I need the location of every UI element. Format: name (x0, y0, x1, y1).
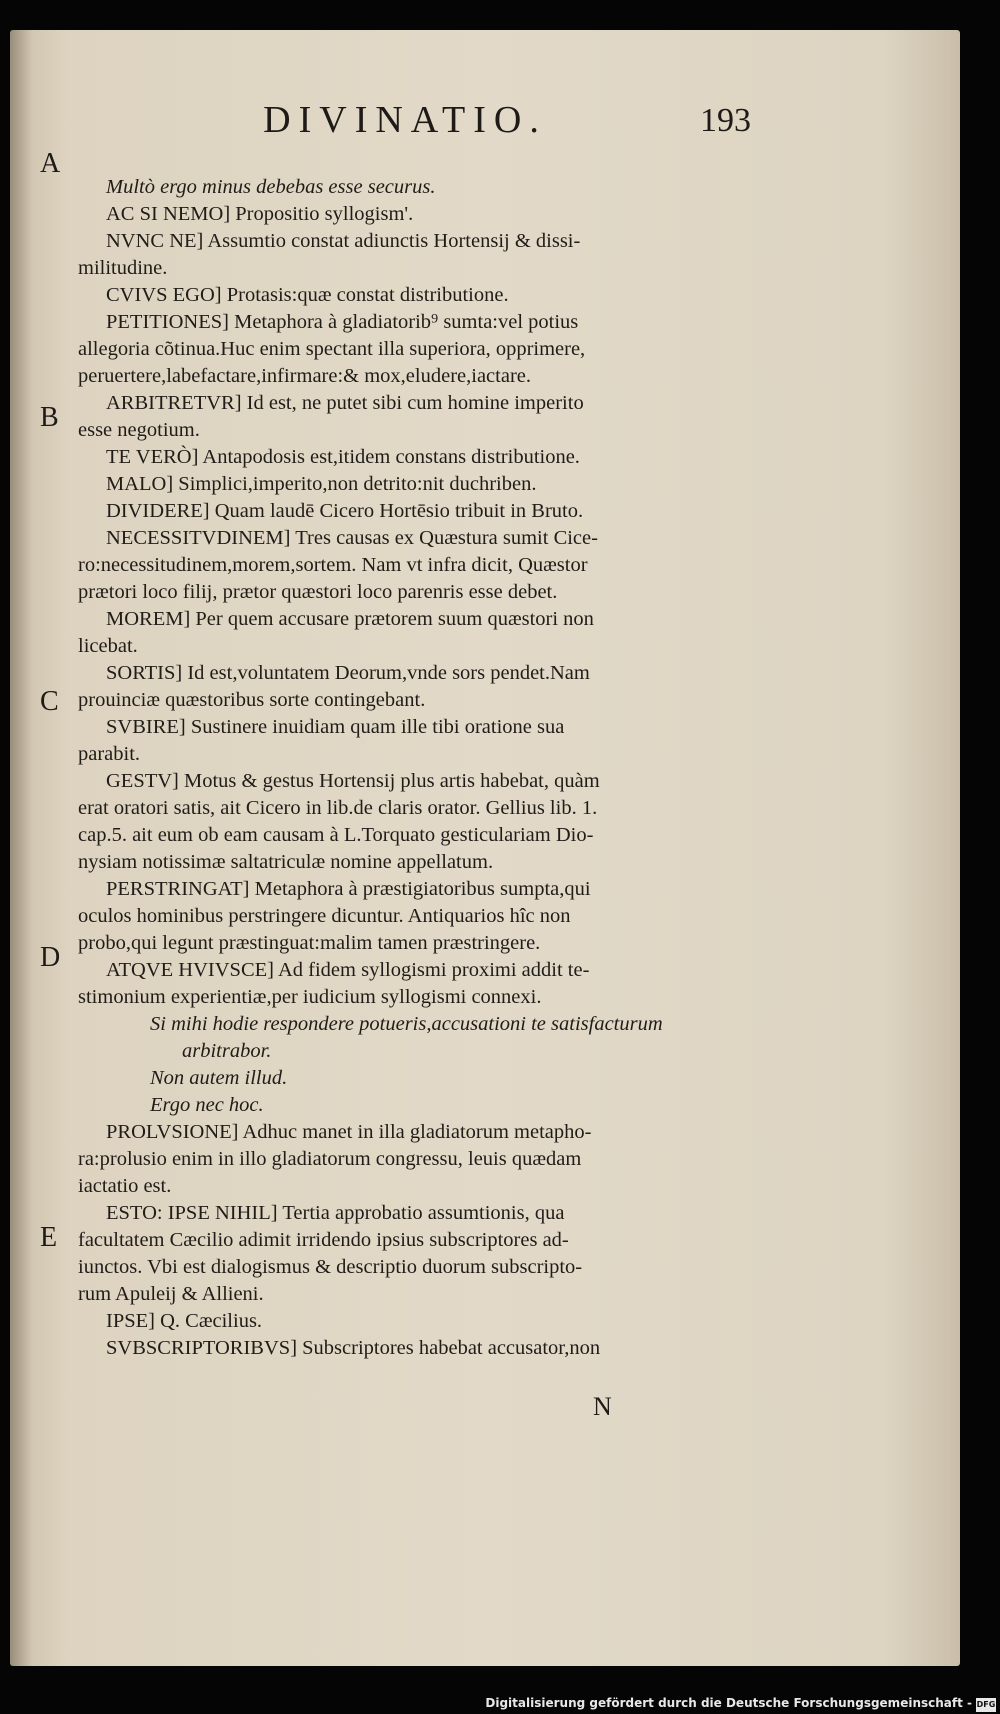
text-line: DIVIDERE] Quam laudē Cicero Hortēsio tribuit in Bruto. (106, 500, 584, 522)
text-line: ARBITRETVR] Id est, ne putet sibi cum homine imperito (106, 392, 584, 414)
text-line: PETITIONES] Metaphora à gladiatorib⁹ sumta:vel potius (106, 311, 579, 333)
page-gutter-shadow (10, 30, 32, 1666)
text-line: ro:necessitudinem,morem,sortem. Nam vt infra dicit, Quæstor (78, 554, 588, 576)
text-line: SVBIRE] Sustinere inuidiam quam ille tibi oratione sua (106, 716, 565, 738)
running-head: DIVINATIO. (263, 99, 547, 141)
text-line: militudine. (78, 257, 168, 279)
text-line: CVIVS EGO] Protasis:quæ constat distributione. (106, 284, 509, 306)
text-line: probo,qui legunt præstinguat:malim tamen præstringere. (78, 932, 541, 954)
book-page (10, 30, 960, 1666)
syllogism-line: arbitrabor. (182, 1040, 272, 1062)
page-number: 193 (700, 102, 751, 139)
text-line: peruertere,labefactare,infirmare:& mox,eludere,iactare. (78, 365, 531, 387)
text-line: GESTV] Motus & gestus Hortensij plus artis habebat, quàm (106, 770, 600, 792)
text-line: licebat. (78, 635, 138, 657)
text-line: SVBSCRIPTORIBVS] Subscriptores habebat accusator,non (106, 1337, 601, 1359)
text-line: MOREM] Per quem accusare prætorem suum quæstori non (106, 608, 594, 630)
text-line: ATQVE HVIVSCE] Ad fidem syllogismi proximi addit te- (106, 959, 590, 981)
syllogism-line: Si mihi hodie respondere potueris,accusationi te satisfacturum (150, 1013, 663, 1035)
text-line: Multò ergo minus debebas esse securus. (106, 176, 436, 198)
text-line: iunctos. Vbi est dialogismus & descriptio duorum subscripto- (78, 1256, 583, 1278)
margin-letter-c: C (40, 686, 59, 717)
margin-letter-d: D (40, 942, 61, 973)
text-line: prouinciæ quæstoribus sorte contingebant. (78, 689, 426, 711)
text-line: oculos hominibus perstringere dicuntur. Antiquarios hîc non (78, 905, 571, 927)
syllogism-line: Non autem illud. (150, 1067, 288, 1089)
text-line: SORTIS] Id est,voluntatem Deorum,vnde sors pendet.Nam (106, 662, 590, 684)
text-line: iactatio est. (78, 1175, 172, 1197)
signature-mark: N (593, 1392, 612, 1421)
text-line: erat oratori satis, ait Cicero in lib.de claris orator. Gellius lib. 1. (78, 797, 598, 819)
text-line: cap.5. ait eum ob eam causam à L.Torquato gesticulariam Dio- (78, 824, 594, 846)
footer-credit: Digitalisierung gefördert durch die Deutsche Forschungsgemeinschaft - (485, 1696, 972, 1710)
syllogism-line: Ergo nec hoc. (150, 1094, 264, 1116)
dfg-logo: DFG (976, 1698, 996, 1712)
margin-letter-b: B (40, 402, 59, 433)
text-line: prætori loco filij, prætor quæstori loco parenris esse debet. (78, 581, 558, 603)
margin-letter-a: A (40, 148, 61, 179)
text-line: AC SI NEMO] Propositio syllogism'. (106, 203, 414, 225)
text-line: rum Apuleij & Allieni. (78, 1283, 264, 1305)
text-line: allegoria cõtinua.Huc enim spectant illa superiora, opprimere, (78, 338, 586, 360)
text-line: nysiam notissimæ saltatriculæ nomine appellatum. (78, 851, 494, 873)
margin-letter-e: E (40, 1222, 58, 1253)
commentary-text (78, 174, 758, 1362)
text-line: IPSE] Q. Cæcilius. (106, 1310, 263, 1332)
text-line: TE VERÒ] Antapodosis est,itidem constans distributione. (106, 446, 580, 468)
text-line: ESTO: IPSE NIHIL] Tertia approbatio assumtionis, qua (106, 1202, 565, 1224)
text-line: parabit. (78, 743, 141, 765)
text-line: ra:prolusio enim in illo gladiatorum congressu, leuis quædam (78, 1148, 582, 1170)
text-line: NECESSITVDINEM] Tres causas ex Quæstura sumit Cice- (106, 527, 598, 549)
text-line: esse negotium. (78, 419, 200, 441)
text-line: NVNC NE] Assumtio constat adiunctis Hortensij & dissi- (106, 230, 581, 252)
text-line: MALO] Simplici,imperito,non detrito:nit duchriben. (106, 473, 537, 495)
text-line: facultatem Cæcilio adimit irridendo ipsius subscriptores ad- (78, 1229, 569, 1251)
text-line: PROLVSIONE] Adhuc manet in illa gladiatorum metapho- (106, 1121, 592, 1143)
text-line: PERSTRINGAT] Metaphora à præstigiatoribus sumpta,qui (106, 878, 591, 900)
text-line: stimonium experientiæ,per iudicium syllogismi connexi. (78, 986, 542, 1008)
